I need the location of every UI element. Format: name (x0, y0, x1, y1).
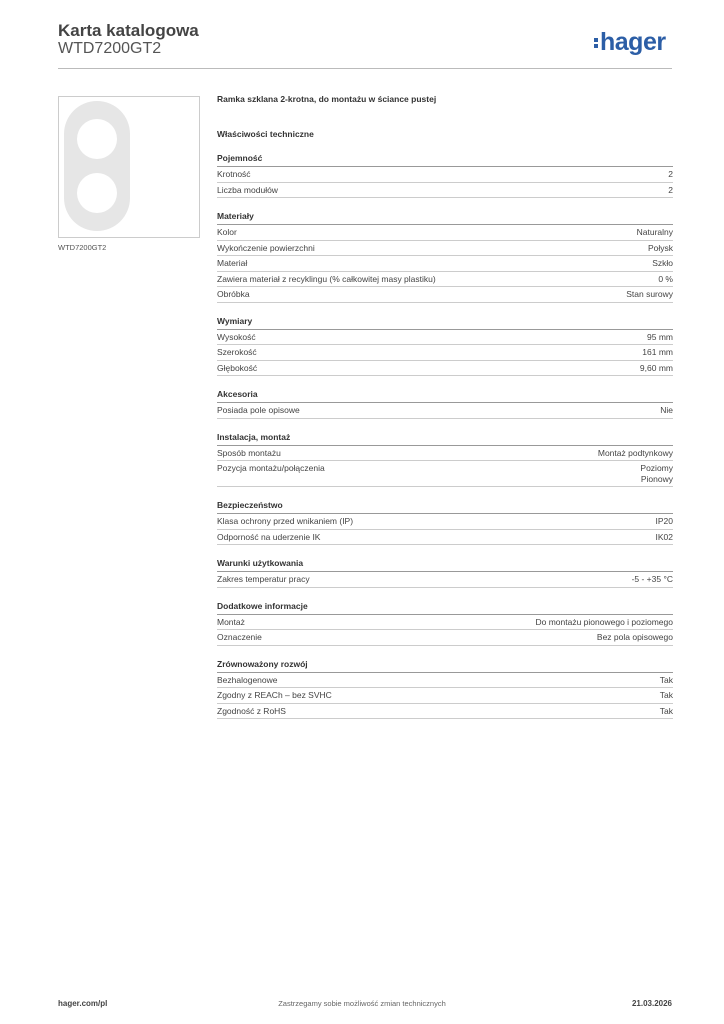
spec-value (660, 405, 673, 416)
spec-section (217, 558, 673, 588)
spec-value (640, 363, 673, 374)
spec-value (637, 227, 673, 238)
spec-value (642, 347, 673, 358)
spec-value (626, 289, 673, 300)
section-title: Bezpieczeństwo (217, 500, 673, 514)
spec-value-line: 161 mm (642, 347, 673, 357)
spec-label: Szerokość (217, 347, 257, 357)
spec-label: Obróbka (217, 289, 250, 299)
spec-label: Zgodny z REACh – bez SVHC (217, 690, 332, 700)
product-code: WTD7200GT2 (58, 40, 162, 57)
spec-section (217, 659, 673, 720)
spec-row (217, 330, 673, 346)
page-title: Karta katalogowa (58, 21, 199, 40)
spec-row (217, 167, 673, 183)
frame-opening-bottom (77, 173, 117, 213)
spec-value-line: Tak (659, 690, 673, 700)
spec-value-line: Do montażu pionowego i poziomego (535, 616, 673, 627)
spec-row (217, 361, 673, 377)
spec-row (217, 572, 673, 588)
spec-label: Zgodność z RoHS (217, 705, 286, 716)
spec-label: Wysokość (217, 331, 256, 342)
spec-value-line: Nie (660, 405, 673, 415)
header-divider (58, 68, 672, 69)
spec-row (217, 225, 673, 241)
logo-text: hager (600, 28, 666, 56)
spec-row (217, 514, 673, 530)
spec-label: Kolor (217, 227, 237, 237)
spec-value (632, 574, 673, 585)
spec-row (217, 461, 673, 487)
spec-row (217, 183, 673, 199)
spec-value-line: Tak (659, 674, 673, 685)
footer-date: 21.03.2026 (631, 999, 672, 1008)
spec-label: Liczba modułów (217, 184, 278, 195)
hager-logo (594, 28, 666, 57)
spec-sections (217, 153, 673, 719)
spec-label: Głębokość (217, 362, 258, 373)
spec-label: Zawiera materiał z recyklingu (% całkowitej masy plastiku) (217, 273, 436, 284)
spec-label: Montaż (217, 616, 245, 627)
spec-section (217, 316, 673, 377)
spec-value (660, 675, 673, 686)
spec-label: Klasa ochrony przed wnikaniem (IP) (217, 516, 354, 526)
spec-section (217, 211, 673, 303)
frame-shape (64, 101, 130, 231)
spec-value-line: Połysk (647, 242, 673, 253)
spec-value (656, 516, 674, 527)
spec-value-line: Szkło (652, 258, 673, 268)
spec-label: Krotność (217, 169, 251, 179)
spec-row (217, 446, 673, 462)
spec-row (217, 256, 673, 272)
spec-value-line: -5 - +35 °C (631, 574, 673, 584)
spec-value-line: Pionowy (640, 473, 673, 484)
footer-disclaimer: Zastrzegamy sobie możliwość zmian technicznych (278, 999, 446, 1008)
spec-label: Wykończenie powierzchni (217, 242, 315, 253)
spec-row (217, 615, 673, 631)
spec-section (217, 432, 673, 488)
spec-value (660, 706, 673, 717)
spec-value (656, 532, 674, 543)
footer-website[interactable]: hager.com/pl (58, 999, 108, 1008)
section-title: Wymiary (217, 316, 673, 330)
spec-row (217, 272, 673, 288)
spec-value-line: Montaż podtynkowy (597, 447, 673, 458)
spec-row (217, 630, 673, 646)
spec-value-line: Bez pola opisowego (596, 632, 673, 642)
spec-label: Sposób montażu (217, 447, 281, 458)
spec-label: Oznaczenie (217, 632, 262, 642)
spec-row (217, 241, 673, 257)
spec-section (217, 389, 673, 419)
section-title: Dodatkowe informacje (217, 601, 673, 615)
spec-value (598, 448, 673, 459)
spec-value (660, 690, 673, 701)
spec-section (217, 153, 673, 198)
spec-value (652, 258, 673, 269)
spec-value-line: IP20 (655, 516, 673, 526)
section-title: Instalacja, montaż (217, 432, 673, 446)
spec-value (668, 169, 673, 180)
image-caption: WTD7200GT2 (58, 243, 107, 252)
spec-row (217, 345, 673, 361)
spec-section (217, 500, 673, 545)
logo-dots-icon (594, 36, 598, 50)
spec-content (217, 94, 673, 719)
spec-value-line: 2 (668, 184, 673, 195)
spec-value (668, 185, 673, 196)
spec-label: Odporność na uderzenie IK (217, 531, 321, 542)
spec-row (217, 688, 673, 704)
spec-value (640, 463, 673, 484)
spec-row (217, 403, 673, 419)
section-title: Zrównoważony rozwój (217, 659, 673, 673)
frame-opening-top (77, 119, 117, 159)
spec-value-line: Tak (659, 705, 673, 716)
spec-value (647, 332, 673, 343)
spec-label: Posiada pole opisowe (217, 405, 300, 415)
spec-label: Bezhalogenowe (217, 674, 278, 685)
spec-value (658, 274, 673, 285)
spec-label: Zakres temperatur pracy (217, 574, 310, 584)
product-title: Ramka szklana 2-krotna, do montażu w ściance pustej (217, 94, 437, 104)
product-image (58, 96, 200, 238)
spec-row (217, 287, 673, 303)
spec-value-line: Stan surowy (626, 289, 673, 299)
spec-value-line: IK02 (655, 531, 673, 542)
spec-value-line: 2 (668, 169, 673, 179)
spec-value-line: Poziomy (640, 463, 673, 473)
spec-value (597, 632, 673, 643)
spec-value-line: 9,60 mm (639, 362, 673, 373)
section-title: Pojemność (217, 153, 673, 167)
spec-row (217, 704, 673, 720)
spec-value (648, 243, 673, 254)
spec-value (535, 617, 673, 628)
spec-label: Materiał (217, 258, 248, 268)
spec-value-line: 0 % (658, 273, 673, 284)
spec-section (217, 601, 673, 646)
spec-label: Pozycja montażu/połączenia (217, 463, 325, 473)
spec-value-line: 95 mm (647, 331, 673, 342)
spec-value-line: Naturalny (636, 227, 673, 237)
spec-row (217, 673, 673, 689)
properties-heading: Właściwości techniczne (217, 129, 314, 139)
section-title: Materiały (217, 211, 673, 225)
spec-row (217, 530, 673, 546)
section-title: Akcesoria (217, 389, 673, 403)
section-title: Warunki użytkowania (217, 558, 673, 572)
